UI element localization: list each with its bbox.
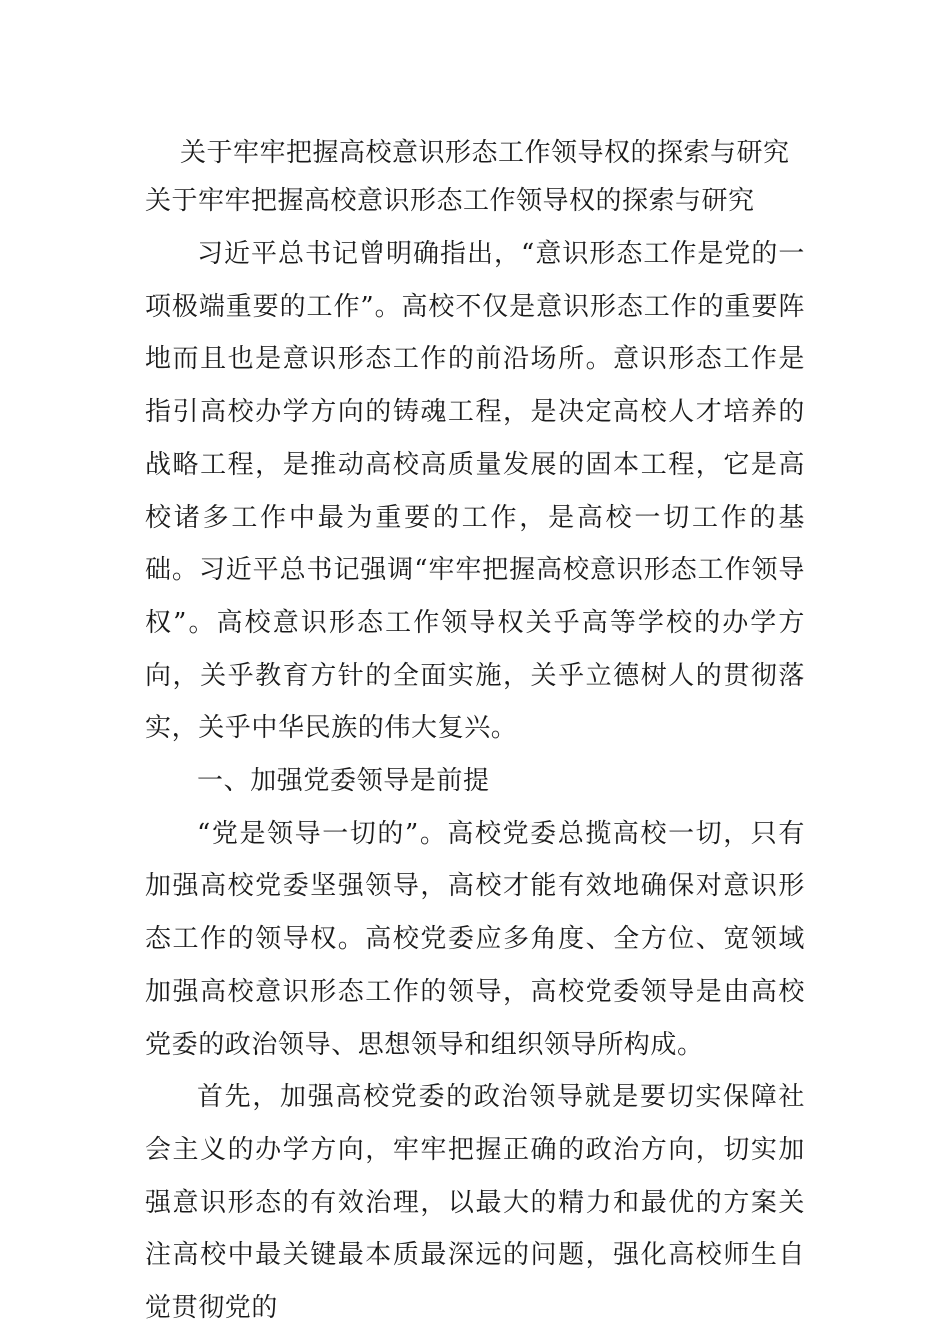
paragraph-political-leadership: 首先，加强高校党委的政治领导就是要切实保障社会主义的办学方向，牢牢把握正确的政治方向，切实加强意识形态的有效治理，以最大的精力和最优的方案关注高校中最关键最本质最深远的问题，强化高校师生自觉贯彻党的: [145, 1082, 805, 1324]
document-subtitle: 关于牢牢把握高校意识形态工作领导权的探索与研究: [145, 186, 755, 216]
paragraph-party-leadership: “党是领导一切的”。高校党委总揽高校一切，只有加强高校党委坚强领导，高校才能有效地确保对意识形态工作的领导权。高校党委应多角度、全方位、宽领域加强高校意识形态工作的领导，高校党委领导是由高校党委的政治领导、思想领导和组织领导所构成。: [145, 818, 805, 1060]
document-body: [145, 228, 805, 1335]
document-title: 关于牢牢把握高校意识形态工作领导权的探索与研究: [180, 138, 790, 168]
section-heading: 一、加强党委领导是前提: [197, 766, 490, 797]
paragraph-intro: 习近平总书记曾明确指出，“意识形态工作是党的一项极端重要的工作”。高校不仅是意识形态工作的重要阵地而且也是意识形态工作的前沿场所。意识形态工作是指引高校办学方向的铸魂工程，是决定高校人才培养的战略工程，是推动高校高质量发展的固本工程，它是高校诸多工作中最为重要的工作，是高校一切工作的基础。习近平总书记强调“牢牢把握高校意识形态工作领导权”。高校意识形态工作领导权关乎高等学校的办学方向，关乎教育方针的全面实施，关乎立德树人的贯彻落实，关乎中华民族的伟大复兴。: [145, 239, 805, 744]
